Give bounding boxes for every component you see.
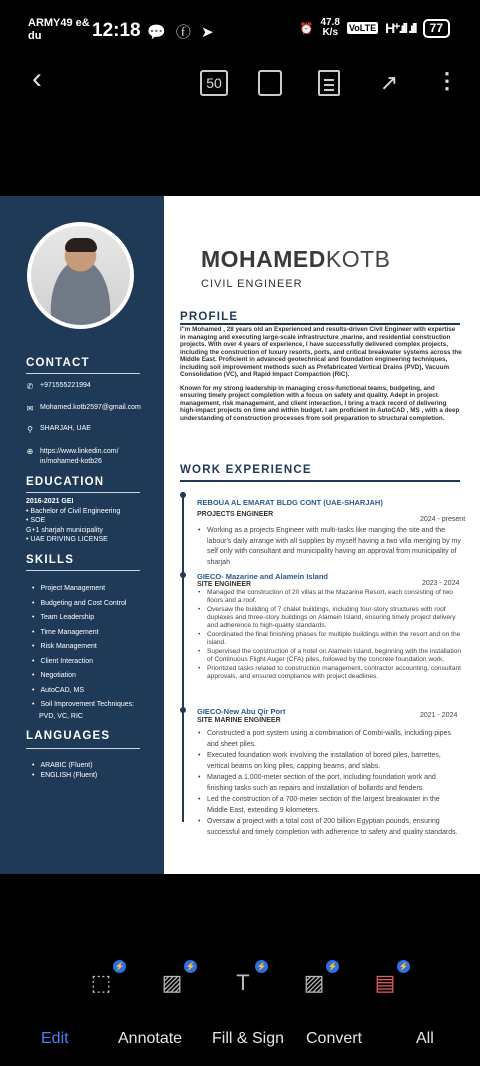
job-title: SITE MARINE ENGINEER <box>197 717 281 724</box>
system-indicators <box>300 18 450 38</box>
alarm-icon: ⏰ <box>299 22 314 35</box>
candidate-role: CIVIL ENGINEER <box>201 278 303 290</box>
list-item: • Constructed a port system using a combination of Combi-walls, including pipes and sheet piles. <box>198 729 462 750</box>
document-outline-icon[interactable] <box>318 70 340 96</box>
edit-image-tool-icon[interactable]: ▨ ⚡ <box>161 962 196 995</box>
job-date: 2021 - 2024 <box>420 712 458 719</box>
contact-heading: CONTACT <box>26 357 90 369</box>
job-bullets <box>198 729 462 839</box>
fit-page-icon[interactable] <box>258 70 282 96</box>
languages-heading: LANGUAGES <box>26 730 111 742</box>
viewer-toolbar <box>0 56 480 110</box>
skills-heading: SKILLS <box>26 554 75 566</box>
languages-list <box>32 761 97 780</box>
page-count-button[interactable]: 50 <box>200 70 228 96</box>
skills-list <box>32 582 134 713</box>
list-item: • Negotiation <box>32 669 134 684</box>
profile-photo <box>27 222 134 329</box>
more-options-icon[interactable]: ⋮ <box>436 68 458 93</box>
list-item: • ARABIC (Fluent) <box>32 761 97 771</box>
tab-fill-sign[interactable]: Fill & Sign <box>212 1030 285 1047</box>
timeline-dot <box>180 572 186 578</box>
list-item: • Project Management <box>32 582 134 597</box>
list-item: • Oversaw the building of 7 chalet buildings, including four-story structures with roof duplexes and three-story buildings on Alamein Island, ensuring timely project delivery and adherence to high-quality standards. <box>198 606 462 630</box>
location-pin-icon: ⚲ <box>27 425 33 434</box>
add-text-tool-icon[interactable]: T ⚡ <box>236 962 267 995</box>
carrier-label: ARMY49 e& du <box>28 17 90 42</box>
globe-icon: ⊕ <box>26 447 34 456</box>
list-item: • Coordinated the final finishing phases for multiple buildings within the resort and on the island. <box>198 631 462 647</box>
list-item: • Working as a projects Engineer with multi-tasks like manging the site and the labour's daily arrange with all supplies by myself having a two villa menging by my self only with consultant and municipality having an approval from municipality of sharjah <box>198 526 462 568</box>
tab-convert[interactable]: Convert <box>306 1030 363 1047</box>
timeline-line <box>182 492 184 822</box>
clock: 12:18 <box>92 20 141 41</box>
resume-sidebar <box>0 196 164 874</box>
share-icon[interactable]: ↗ <box>379 70 399 95</box>
profile-summary: I"m Mohamed , 28 years old an Experienced and results-driven Civil Engineer with expertise in managing and executing large-scale infrastructure ,marine, and residential construction projects. With over 4 years of experience, I have successfully delivered complex projects, including the construction of luxury resorts, ports, and critical breakwater systems across the Middle East. Proficient in advanced geotechnical and foundation engineering techniques, including soil improvement methods such as Prefabricated Vertical Drains (PVD), Vacuum Consolidation (VC), and Rapid Impact Compaction (RIC). Known for my strong leadership in managing cross-functional teams, budgeting, and ensuring timely project completion with a focus on safety and quality. Adept in project management, risk management, and client interaction, I bring a track record of delivering high-impact projects on time and within budget. I am proficient in AutoCAD , MS , with a deep understanding of construction processes from soil preparation to structural completion. <box>180 326 462 422</box>
premium-badge-icon: ⚡ <box>185 962 196 971</box>
work-heading: WORK EXPERIENCE <box>180 464 312 476</box>
job-title: SITE ENGINEER <box>197 581 252 588</box>
list-item: • Soil Improvement Techniques: <box>32 698 134 713</box>
premium-badge-icon: ⚡ <box>256 962 267 971</box>
job-company: GIECO-New Abu Qir Port <box>197 707 286 716</box>
add-image-tool-icon[interactable]: ▨ ⚡ <box>303 962 338 995</box>
premium-badge-icon: ⚡ <box>327 962 338 971</box>
tab-annotate[interactable]: Annotate <box>118 1030 183 1047</box>
divider <box>26 570 140 571</box>
list-item: • Budgeting and Cost Control <box>32 597 134 612</box>
timeline-dot <box>180 707 186 713</box>
list-item: • Client Interaction <box>32 655 134 670</box>
profile-heading: PROFILE <box>180 311 239 323</box>
list-item: • Prioritized tasks related to construction management, contractor accounting, consultant approvals, and ensured compliance with project deadlines. <box>198 665 462 681</box>
contact-location: ⚲ SHARJAH, UAE <box>27 425 91 434</box>
resume-main <box>164 196 480 874</box>
volte-badge: VoLTE <box>348 23 377 33</box>
network-speed: 47.8 K/s <box>320 17 340 38</box>
document-page[interactable] <box>0 196 480 874</box>
divider <box>180 480 460 482</box>
job-date: 2024 - present <box>420 516 466 523</box>
divider <box>180 323 460 325</box>
email-icon: ✉ <box>26 404 34 413</box>
delete-page-tool-icon[interactable]: ▤ ⚡ <box>374 962 409 995</box>
list-item: • Managed a 1,000-meter section of the port, including foundation work and finishing tasks such as repairs and installation of bollards and fenders. <box>198 773 462 794</box>
battery-icon: 77 <box>423 19 450 38</box>
list-item: • AutoCAD, MS <box>32 684 134 699</box>
phone-icon: ✆ <box>26 382 34 391</box>
list-item: • Team Leadership <box>32 611 134 626</box>
status-bar <box>0 0 480 50</box>
skills-continued: PVD, VC, RIC <box>39 713 83 720</box>
education-heading: EDUCATION <box>26 476 105 488</box>
list-item: • Oversaw a project with a total cost of 200 billion Egyptian pounds, ensuring successful and timely completion with adherence to safety and quality standards. <box>198 817 462 838</box>
premium-badge-icon: ⚡ <box>398 962 409 971</box>
signal-icon: H⁺.ıll .ıll <box>385 19 416 36</box>
education-details: 2016-2021 GEI • Bachelor of Civil Engineering • SOE G+1 sharjah municipality • UAE DRIVING LICENSE <box>26 498 121 543</box>
divider <box>26 492 140 493</box>
job-title: PROJECTS ENGINEER <box>197 511 274 518</box>
list-item: • Risk Management <box>32 640 134 655</box>
tab-all[interactable]: All <box>416 1030 434 1047</box>
premium-badge-icon: ⚡ <box>114 962 125 971</box>
list-item: • Executed foundation work involving the installation of bored piles, barrettes, vertical beams on king piles, capping beams, and slabs. <box>198 751 462 772</box>
job-bullets <box>198 589 462 682</box>
list-item: • Led the construction of a 700-meter section of the largest breakwater in the Middle East, extending 9 kilometers. <box>198 795 462 816</box>
notification-icons: 💬 ⓕ ➤ <box>147 24 217 41</box>
contact-linkedin: ⊕ https://www.linkedin.com/ in/mohamed-kotb26 <box>26 447 119 465</box>
contact-phone: ✆ +971555221994 <box>26 382 91 391</box>
back-button[interactable]: ‹ <box>32 62 42 95</box>
job-bullets <box>198 526 462 569</box>
divider <box>26 373 140 374</box>
list-item: • Supervised the construction of a hotel on Alamein Island, beginning with the installation of Continuous Flight Auger (CFA) piles, followed by the concrete foundation work. <box>198 648 462 664</box>
edit-text-tool-icon[interactable]: ⬚ ⚡ <box>90 962 125 995</box>
divider <box>26 748 140 749</box>
timeline-dot <box>180 492 186 498</box>
list-item: • Time Management <box>32 626 134 641</box>
job-date: 2023 - 2024 <box>422 580 460 587</box>
job-company: REBOUA AL EMARAT BLDG CONT (UAE-SHARJAH) <box>197 498 383 507</box>
list-item: • Managed the construction of 20 villas at the Mazarine Resort, each consisting of two floors and a roof. <box>198 589 462 605</box>
list-item: • ENGLISH (Fluent) <box>32 771 97 781</box>
job-company: GIECO- Mazarine and Alamein Island <box>197 572 329 581</box>
tools-row <box>0 958 480 1006</box>
contact-email: ✉ Mohamed.kotb2597@gmail.com <box>26 404 141 413</box>
candidate-name: MOHAMEDKOTB <box>201 246 391 272</box>
bottom-tab-bar <box>0 1012 480 1066</box>
tab-edit[interactable]: Edit <box>41 1030 69 1047</box>
